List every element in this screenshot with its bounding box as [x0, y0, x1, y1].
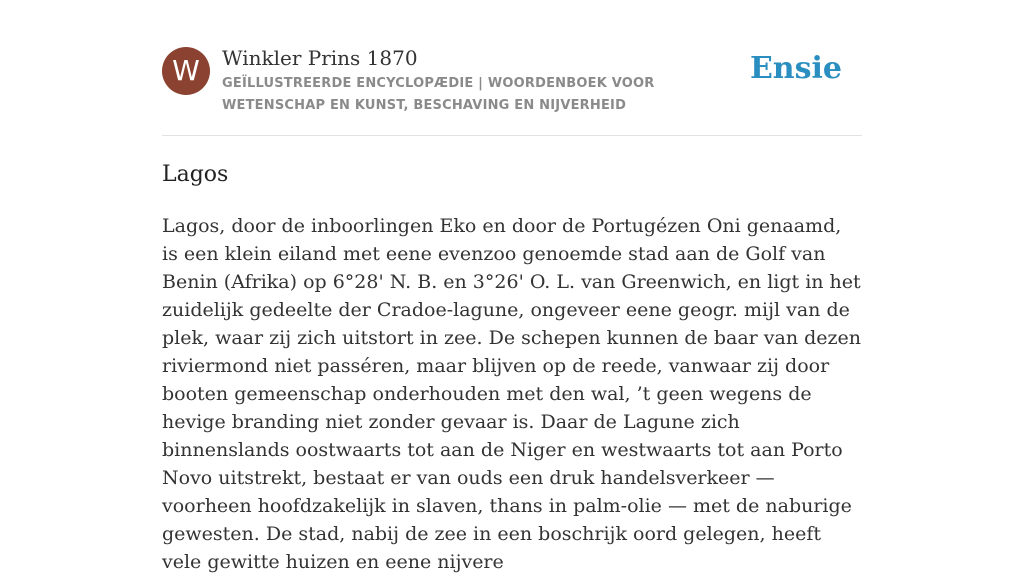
entry-title: Lagos — [162, 162, 229, 187]
ensie-logo[interactable]: Ensie — [749, 51, 842, 86]
source-header — [162, 46, 862, 116]
entry-body: Lagos, door de inboorlingen Eko en door de Portugézen Oni genaamd, is een klein eiland met eene evenzoo genoemde stad aan de Golf van Benin (Afrika) op 6°28' N. B. en 3°26' O. L. van Greenwich, en ligt in het zuidelijk gedeelte der Cradoe-lagune, ongeveer eene geogr. mijl van de plek, waar zij zich uitstort in zee. De schepen kunnen de baar van dezen riviermond niet passéren, maar blijven op de reede, vanwaar zij door booten gemeenschap onderhouden met den wal, ’t geen wegens de hevige branding niet zonder gevaar is. Daar de Lagune zich binnenslands oostwaarts tot aan de Niger en westwaarts tot aan Porto Novo uitstrekt, bestaat er van ouds een druk handelsverkeer — voorheen hoofdzakelijk in slaven, thans in palm-olie — met de naburige gewesten. De stad, nabij de zee in een boschrijk oord gelegen, heeft vele gewitte huizen en eene nijvere — [162, 215, 862, 573]
source-avatar[interactable]: W — [162, 47, 210, 95]
header-divider — [162, 135, 862, 136]
source-subtitle: GEÏLLUSTREERDE ENCYCLOPÆDIE | WOORDENBOEK VOOR WETENSCHAP EN KUNST, BESCHAVING EN NIJVERHEID — [222, 76, 655, 113]
source-title[interactable]: Winkler Prins 1870 — [222, 46, 418, 70]
